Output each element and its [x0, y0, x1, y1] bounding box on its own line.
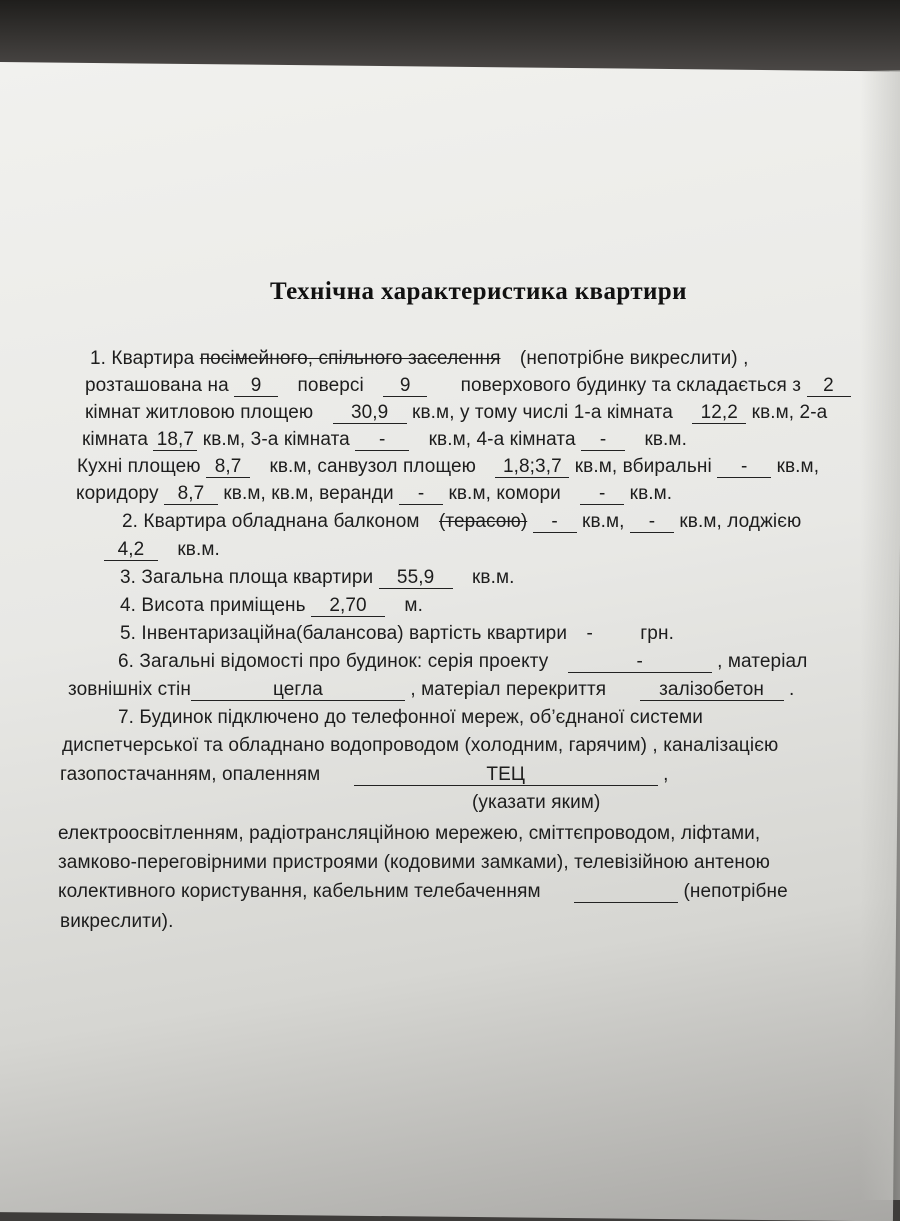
text: 3. Загальна площа квартири [120, 567, 374, 588]
total-area-field: 55,9 [379, 568, 453, 589]
line-21: викреслити). [60, 911, 174, 932]
text: (непотрібне викреслити) , [519, 348, 749, 369]
line-5 [77, 456, 819, 478]
text: кв.м, кв.м, веранди [223, 483, 394, 504]
line-10 [120, 595, 423, 617]
rooms-field: 2 [807, 376, 851, 397]
cable-tv-blank [574, 882, 678, 903]
text: поверхового будинку та складається з [460, 375, 802, 396]
text: кв.м. [472, 567, 515, 588]
room2-field: 18,7 [153, 430, 197, 451]
text: кв.м, 4-а кімната [428, 429, 576, 450]
floors-count-field: 9 [383, 376, 427, 397]
text: 4. Висота приміщень [120, 595, 306, 616]
line-7 [122, 511, 801, 533]
text: коридору [76, 483, 159, 504]
line-9 [120, 567, 515, 589]
terrace-area-field: - [630, 512, 674, 533]
text: кв.м, у тому числі 1-а кімната [412, 402, 673, 423]
storage-area-field: - [580, 484, 624, 505]
text: кв.м, [582, 511, 625, 532]
corridor-area-field: 8,7 [164, 484, 218, 505]
line-8 [104, 539, 220, 561]
text: кв.м, комори [448, 483, 561, 504]
room4-field: - [581, 430, 625, 451]
bathroom-area-field: 1,8;3,7 [495, 457, 569, 478]
inventory-value-field: - [586, 623, 593, 644]
text: , матеріал перекриття [410, 679, 607, 700]
line-11 [120, 623, 674, 645]
wall-material-field: цегла [191, 680, 405, 701]
line-2 [85, 375, 851, 397]
line-19: замково-переговірними пристроями (кодовими замками), телевізійною антеною [58, 852, 771, 873]
text: Кухні площею [77, 456, 201, 477]
text: кімнат житловою площею [85, 402, 314, 423]
text: газопостачанням, опаленням [60, 764, 321, 785]
text: (непотрібне [683, 881, 788, 902]
line-3 [85, 402, 827, 424]
text: , [663, 764, 669, 785]
line-14: 7. Будинок підключено до телефонної мереж, об’єднаної системи [118, 707, 703, 728]
floor-field: 9 [234, 376, 278, 397]
text: кв.м, 3-а кімната [202, 429, 350, 450]
slab-material-field: залізобетон [640, 680, 784, 701]
struck-text: посімейного, спільного заселення [199, 348, 501, 369]
document-title: Технічна характеристика квартири [270, 278, 687, 305]
line-4 [82, 429, 687, 451]
line-17: (указати яким) [472, 792, 601, 813]
line-16 [60, 764, 668, 786]
text: 5. Інвентаризаційна(балансова) вартість квартири [120, 623, 568, 644]
veranda-area-field: - [399, 484, 443, 505]
line-20 [58, 881, 788, 903]
balcony-area-field: - [533, 512, 577, 533]
kitchen-area-field: 8,7 [206, 457, 250, 478]
text: , матеріал [717, 651, 808, 672]
text: колективного користування, кабельним телебаченням [58, 881, 541, 902]
loggia-area-field: 4,2 [104, 540, 158, 561]
struck-text: (терасою) [438, 511, 528, 532]
line-18: електроосвітленням, радіотрансляційною мережею, сміттєпроводом, ліфтами, [58, 823, 761, 844]
toilet-area-field: - [717, 457, 771, 478]
text: кв.м, 2-а [751, 402, 828, 423]
paper-edge [860, 70, 900, 1200]
line-13 [68, 679, 794, 701]
text: кв.м, вбиральні [574, 456, 712, 477]
text: кв.м. [177, 539, 220, 560]
text: кв.м. [644, 429, 687, 450]
table-background [0, 0, 900, 70]
height-field: 2,70 [311, 596, 385, 617]
text: кв.м, [776, 456, 820, 477]
text: 2. Квартира обладнана балконом [122, 511, 420, 532]
room1-field: 12,2 [692, 403, 746, 424]
text: поверсі [297, 375, 364, 396]
text: розташована на [85, 375, 229, 396]
line-12 [118, 651, 807, 673]
text: зовнішніх стін [68, 679, 191, 700]
line-6 [76, 483, 672, 505]
text: кв.м, санвузол площею [269, 456, 476, 477]
text: м. [404, 595, 423, 616]
project-series-field: - [568, 652, 712, 673]
text: 6. Загальні відомості про будинок: серія проекту [118, 651, 549, 672]
text: грн. [640, 623, 674, 644]
line-1 [90, 348, 749, 370]
text: 1. Квартира [90, 348, 195, 369]
living-area-field: 30,9 [333, 403, 407, 424]
text: кімната [82, 429, 148, 450]
text: кв.м, лоджією [679, 511, 802, 532]
text: . [788, 679, 795, 700]
room3-field: - [355, 430, 409, 451]
line-15: диспетчерської та обладнано водопроводом (холодним, гарячим) , каналізацією [62, 735, 779, 756]
heating-field: ТЕЦ [354, 765, 658, 786]
text: кв.м. [629, 483, 673, 504]
